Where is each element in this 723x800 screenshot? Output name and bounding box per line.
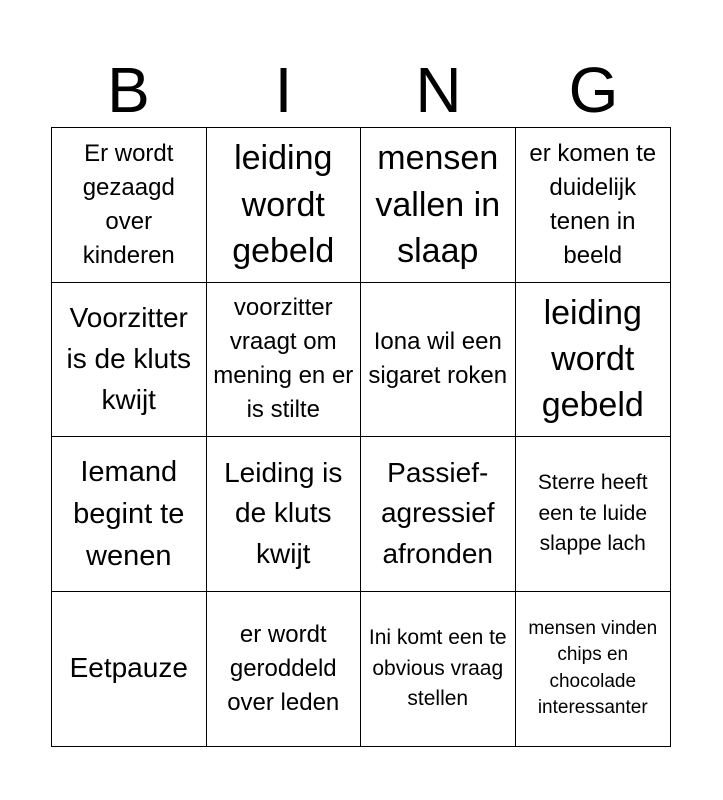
- bingo-cell[interactable]: Sterre heeft een te luide slappe lach: [516, 437, 671, 592]
- bingo-cell[interactable]: Ini komt een te obvious vraag stellen: [361, 592, 516, 747]
- bingo-header: [51, 52, 671, 128]
- header-letter-n: N: [415, 54, 462, 126]
- header-letter-i: I: [274, 54, 293, 126]
- bingo-cell[interactable]: Er wordt gezaagd over kinderen: [52, 128, 207, 283]
- bingo-cell[interactable]: mensen vallen in slaap: [361, 128, 516, 283]
- bingo-cell[interactable]: Iemand begint te wenen: [52, 437, 207, 592]
- bingo-cell[interactable]: Leiding is de kluts kwijt: [207, 437, 362, 592]
- bingo-cell[interactable]: mensen vinden chips en chocolade interessanter: [528, 617, 658, 719]
- bingo-cell[interactable]: leiding wordt gebeld: [207, 128, 362, 283]
- header-letter-b: B: [107, 54, 150, 126]
- bingo-cell[interactable]: voorzitter vraagt om mening en er is stilte: [207, 283, 362, 438]
- bingo-board: [51, 127, 671, 747]
- bingo-cell[interactable]: Voorzitter is de kluts kwijt: [52, 283, 207, 438]
- bingo-cell[interactable]: leiding wordt gebeld: [516, 283, 671, 438]
- bingo-cell[interactable]: er wordt geroddeld over leden: [207, 592, 362, 747]
- header-letter-g: G: [568, 54, 619, 126]
- bingo-cell[interactable]: Eetpauze: [52, 592, 207, 747]
- bingo-cell[interactable]: er komen te duidelijk tenen in beeld: [516, 128, 671, 283]
- bingo-cell[interactable]: Iona wil een sigaret roken: [361, 283, 516, 438]
- bingo-cell[interactable]: Passief-agressief afronden: [361, 437, 516, 592]
